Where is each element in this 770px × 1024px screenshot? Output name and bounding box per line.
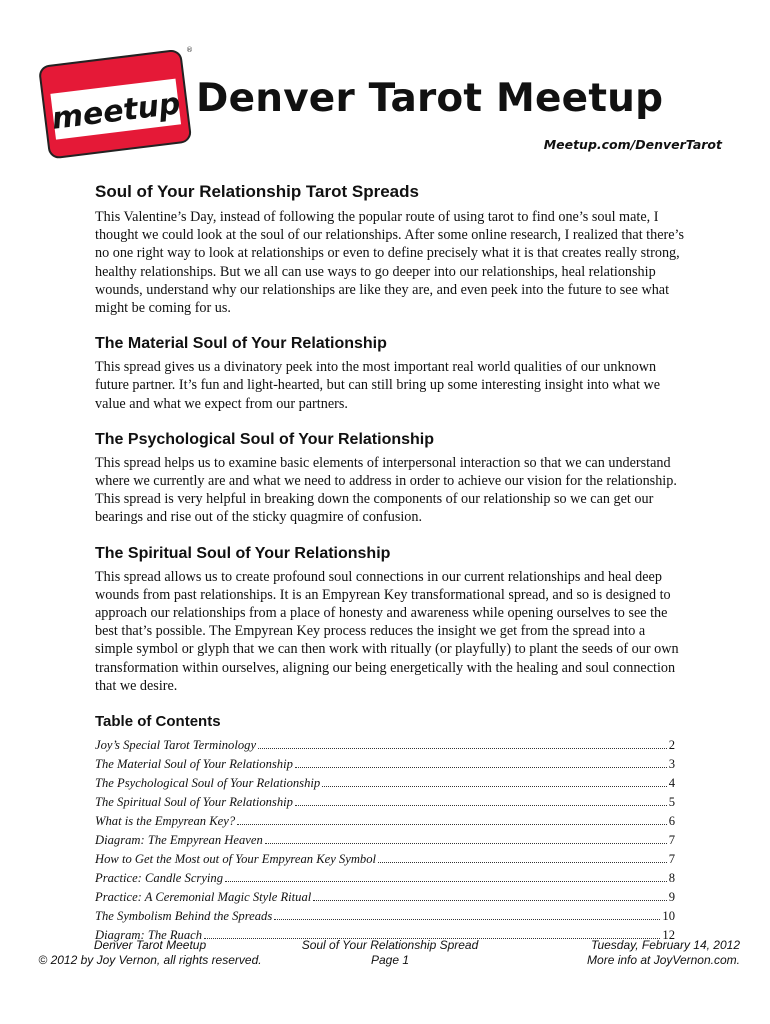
toc-leader xyxy=(378,862,667,863)
toc-entry-title: What is the Empyrean Key? xyxy=(95,814,236,829)
toc-entry-title: Practice: Candle Scrying xyxy=(95,871,223,886)
section-paragraph-material: This spread gives us a divinatory peek into the most important real world qualities of our unknown future partner. It’s fun and light-hearted, but can still bring up some interesting insight into what we value and what we expect from our partners. xyxy=(95,359,661,412)
toc-entry[interactable] xyxy=(95,774,675,793)
toc-leader xyxy=(265,843,667,844)
toc-title: Table of Contents xyxy=(95,713,221,731)
footer-center xyxy=(270,938,510,968)
toc-entry-page: 9 xyxy=(668,890,675,905)
toc-leader xyxy=(258,748,667,749)
toc-entry-page: 8 xyxy=(668,871,675,886)
toc-entry-page: 6 xyxy=(668,814,675,829)
toc-leader xyxy=(313,900,666,901)
toc-entry-title: Diagram: The Empyrean Heaven xyxy=(95,833,263,848)
footer-page-number: Page 1 xyxy=(370,953,410,967)
table-of-contents xyxy=(95,736,675,945)
toc-entry[interactable] xyxy=(95,869,675,888)
toc-entry-page: 4 xyxy=(668,776,675,791)
toc-entry-title: The Spiritual Soul of Your Relationship xyxy=(95,795,293,810)
footer-right xyxy=(510,938,740,968)
intro-paragraph: This Valentine’s Day, instead of following the popular route of using tarot to find one’s soul mate, I thought we could look at the soul of our relationships. After some online research, I realized that there’s no one right way to look at relationships or even to define precisely what it is that creates really strong, healthy relationships. But we all can use ways to go deeper into our relationships, heal relationship wounds, understand why our relationships are like they are, and even peek into the future to see what might be coming for us. xyxy=(95,209,685,317)
toc-leader xyxy=(322,786,667,787)
toc-entry-page: 12 xyxy=(662,928,675,943)
toc-leader xyxy=(237,824,667,825)
section-paragraph-psychological: This spread helps us to examine basic elements of interpersonal interaction so that we can understand where we currently are and what we need to address in order to achieve our vision for the relationship. This spread is very helpful in breaking down the components of our relationship so we can get our bearings and rise out of the sticky quagmire of confusion. xyxy=(95,454,677,526)
toc-leader xyxy=(274,919,660,920)
brand-url[interactable]: Meetup.com/DenverTarot xyxy=(543,137,722,152)
section-heading-spiritual: The Spiritual Soul of Your Relationship xyxy=(95,544,391,562)
toc-entry[interactable] xyxy=(95,793,675,812)
footer-left xyxy=(30,938,270,968)
document-title: Soul of Your Relationship Tarot Spreads xyxy=(95,182,419,201)
section-paragraph-spiritual: This spread allows us to create profound soul connections in our current relationships and heal deep wounds from past relationships. It is an Empyrean Key transformational spread, and so is designed to approach our relationships from a place of honesty and awareness while opening ourselves to see the best that’s possible. The Empyrean Key process reduces the insight we get from the spread into a simple symbol or glyph that we can then work with ritually (or playfully) to plant the seeds of our own transformation within ourselves, aligning our being energetically with the healing and soul connection that we desire. xyxy=(95,568,679,694)
toc-entry-title: Practice: A Ceremonial Magic Style Ritual xyxy=(95,890,312,905)
main-content xyxy=(95,182,685,945)
footer-doc-name: Soul of Your Relationship Spread xyxy=(301,938,479,952)
toc-entry-page: 5 xyxy=(668,795,675,810)
footer-date: Tuesday, February 14, 2012 xyxy=(591,938,740,952)
svg-text:meetup: meetup xyxy=(49,86,183,137)
toc-entry-title: The Material Soul of Your Relationship xyxy=(95,757,293,772)
toc-leader xyxy=(295,805,667,806)
toc-entry[interactable] xyxy=(95,907,675,926)
toc-entry-title: The Symbolism Behind the Spreads xyxy=(95,909,273,924)
toc-entry-page: 3 xyxy=(668,757,675,772)
toc-leader xyxy=(225,881,667,882)
toc-entry-page: 7 xyxy=(668,852,675,867)
toc-entry[interactable] xyxy=(95,736,675,755)
section-heading-psychological: The Psychological Soul of Your Relationship xyxy=(95,430,435,448)
toc-entry[interactable] xyxy=(95,888,675,907)
toc-entry-title: How to Get the Most out of Your Empyrean Key Symbol xyxy=(95,852,377,867)
footer-copyright: © 2012 by Joy Vernon, all rights reserved. xyxy=(38,953,262,967)
toc-entry[interactable] xyxy=(95,831,675,850)
toc-entry-title: The Psychological Soul of Your Relationship xyxy=(95,776,321,791)
toc-entry-page: 2 xyxy=(668,738,675,753)
toc-entry-page: 10 xyxy=(662,909,675,924)
toc-entry[interactable] xyxy=(95,850,675,869)
toc-entry-title: Joy’s Special Tarot Terminology xyxy=(95,738,257,753)
svg-text:®: ® xyxy=(186,46,193,54)
toc-entry-page: 7 xyxy=(668,833,675,848)
meetup-logo xyxy=(36,44,196,162)
toc-entry-title: Diagram: The Ruach xyxy=(95,928,203,943)
footer-group-name: Denver Tarot Meetup xyxy=(93,938,207,952)
toc-leader xyxy=(295,767,667,768)
section-heading-material: The Material Soul of Your Relationship xyxy=(95,335,387,353)
brand-title: Denver Tarot Meetup xyxy=(196,76,664,121)
toc-entry[interactable] xyxy=(95,755,675,774)
toc-entry[interactable] xyxy=(95,812,675,831)
footer-more-info: More info at JoyVernon.com. xyxy=(587,953,740,967)
